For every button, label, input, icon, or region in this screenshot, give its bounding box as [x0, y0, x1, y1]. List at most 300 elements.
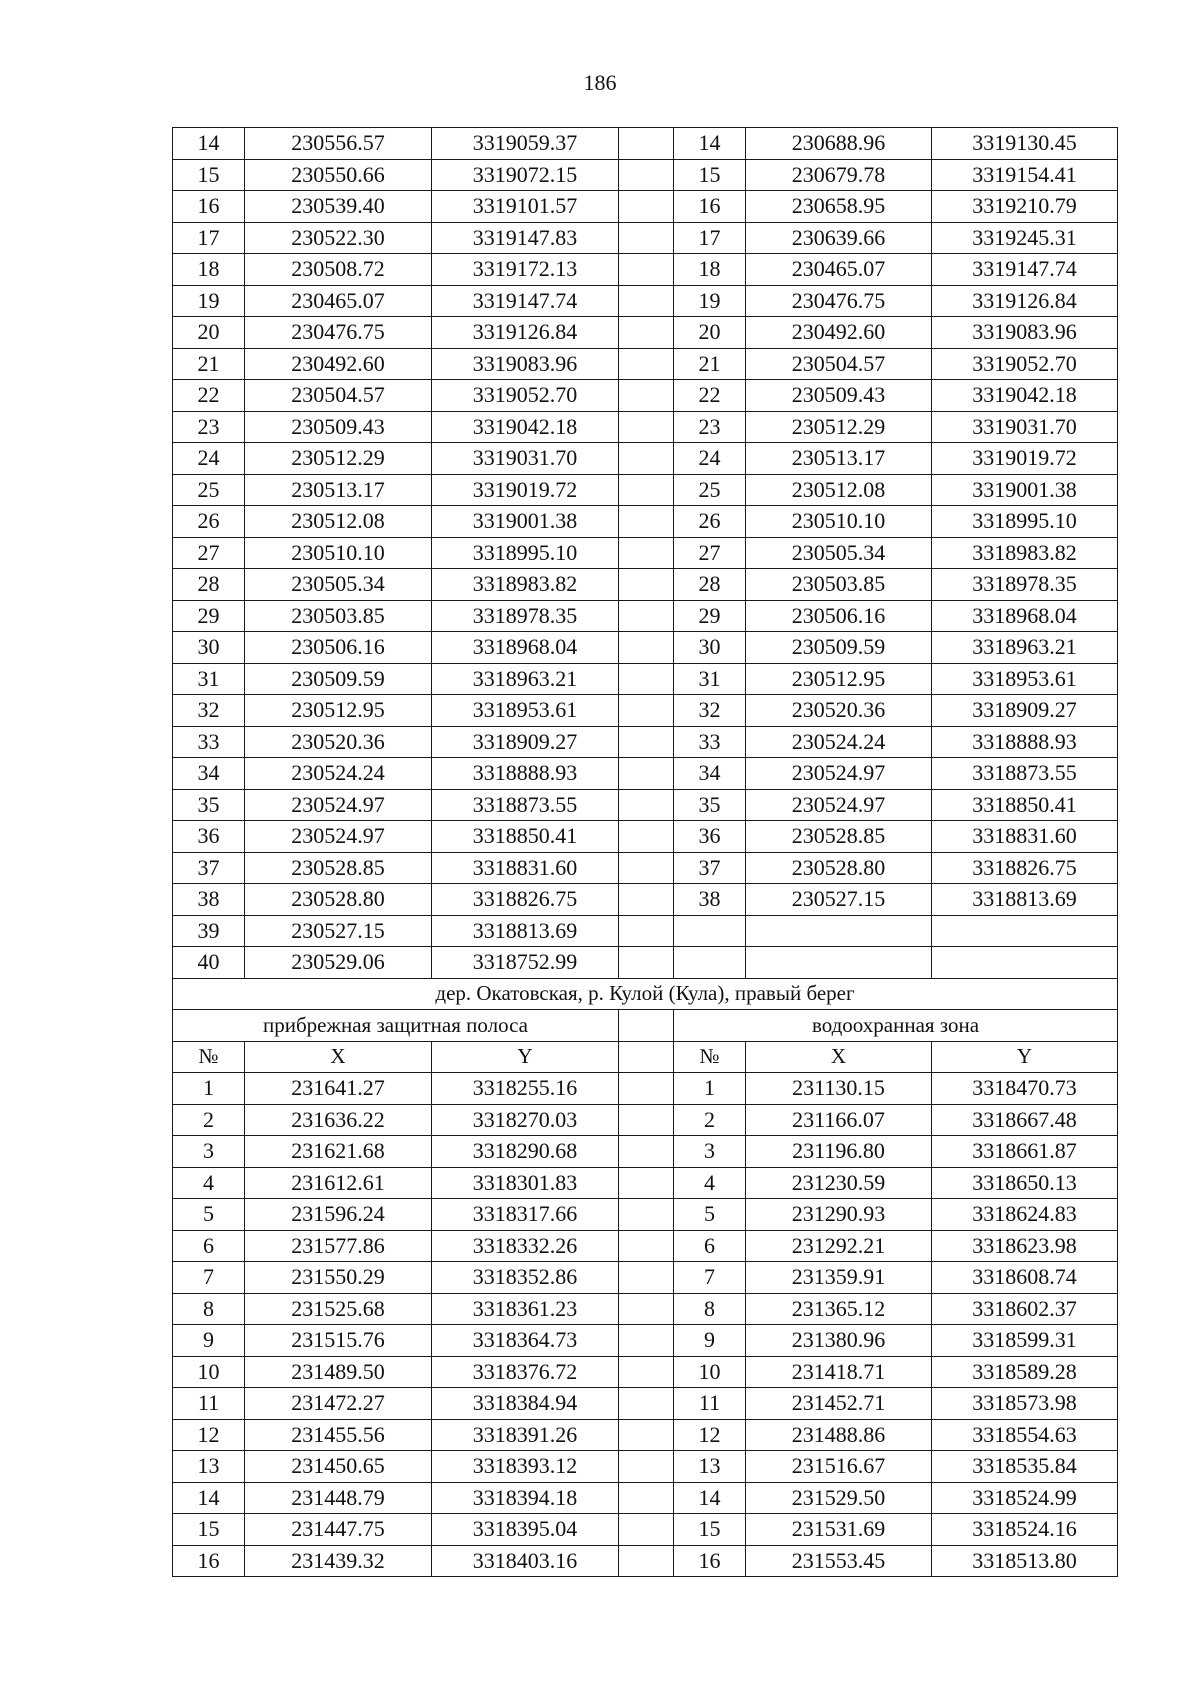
col-header-y-right: Y: [932, 1041, 1118, 1073]
right-point-number: 9: [674, 1325, 746, 1357]
right-point-number: 25: [674, 474, 746, 506]
left-x-coordinate: 231636.22: [245, 1104, 432, 1136]
right-x-coordinate: 230505.34: [746, 537, 932, 569]
coordinates-table: [172, 127, 1118, 1577]
spacer-cell: [619, 884, 674, 916]
left-x-coordinate: 231550.29: [245, 1262, 432, 1294]
right-x-coordinate: [746, 947, 932, 979]
left-point-number: 31: [173, 663, 245, 695]
right-y-coordinate: 3318535.84: [932, 1451, 1118, 1483]
table-row: [173, 663, 1118, 695]
left-y-coordinate: 3318395.04: [432, 1514, 619, 1546]
spacer-cell: [619, 537, 674, 569]
left-x-coordinate: 231439.32: [245, 1545, 432, 1577]
left-point-number: 15: [173, 1514, 245, 1546]
right-x-coordinate: 231380.96: [746, 1325, 932, 1357]
spacer-cell: [619, 1199, 674, 1231]
left-x-coordinate: 230539.40: [245, 191, 432, 223]
spacer-cell: [619, 915, 674, 947]
left-point-number: 14: [173, 128, 245, 160]
left-y-coordinate: 3319031.70: [432, 443, 619, 475]
left-point-number: 29: [173, 600, 245, 632]
right-y-coordinate: 3318909.27: [932, 695, 1118, 727]
table-row: [173, 474, 1118, 506]
left-point-number: 15: [173, 159, 245, 191]
left-x-coordinate: 231641.27: [245, 1073, 432, 1105]
right-y-coordinate: 3319154.41: [932, 159, 1118, 191]
spacer-cell: [619, 1293, 674, 1325]
right-x-coordinate: 230524.24: [746, 726, 932, 758]
right-x-coordinate: 231529.50: [746, 1482, 932, 1514]
table-row: [173, 915, 1118, 947]
left-x-coordinate: 230556.57: [245, 128, 432, 160]
left-x-coordinate: 230550.66: [245, 159, 432, 191]
spacer-cell: [619, 821, 674, 853]
right-x-coordinate: 230520.36: [746, 695, 932, 727]
right-y-coordinate: 3318983.82: [932, 537, 1118, 569]
left-y-coordinate: 3318364.73: [432, 1325, 619, 1357]
right-point-number: 27: [674, 537, 746, 569]
right-point-number: 33: [674, 726, 746, 758]
table-row: [173, 758, 1118, 790]
right-x-coordinate: 230688.96: [746, 128, 932, 160]
right-x-coordinate: 231531.69: [746, 1514, 932, 1546]
right-point-number: 16: [674, 191, 746, 223]
left-x-coordinate: 230528.85: [245, 852, 432, 884]
left-y-coordinate: 3319059.37: [432, 128, 619, 160]
right-x-coordinate: 230524.97: [746, 758, 932, 790]
table-row: [173, 1199, 1118, 1231]
table-row: [173, 1514, 1118, 1546]
left-y-coordinate: 3318376.72: [432, 1356, 619, 1388]
left-y-coordinate: 3318995.10: [432, 537, 619, 569]
right-y-coordinate: 3318513.80: [932, 1545, 1118, 1577]
right-y-coordinate: 3319031.70: [932, 411, 1118, 443]
left-point-number: 37: [173, 852, 245, 884]
right-point-number: 12: [674, 1419, 746, 1451]
spacer-cell: [619, 411, 674, 443]
right-x-coordinate: 231452.71: [746, 1388, 932, 1420]
right-y-coordinate: 3318573.98: [932, 1388, 1118, 1420]
left-x-coordinate: 231472.27: [245, 1388, 432, 1420]
right-point-number: 10: [674, 1356, 746, 1388]
left-point-number: 6: [173, 1230, 245, 1262]
right-point-number: 1: [674, 1073, 746, 1105]
right-x-coordinate: 230504.57: [746, 348, 932, 380]
right-point-number: 3: [674, 1136, 746, 1168]
right-point-number: 35: [674, 789, 746, 821]
table-row: [173, 1388, 1118, 1420]
left-x-coordinate: 230512.08: [245, 506, 432, 538]
left-y-coordinate: 3318826.75: [432, 884, 619, 916]
left-y-coordinate: 3319001.38: [432, 506, 619, 538]
table-row: [173, 632, 1118, 664]
right-point-number: [674, 915, 746, 947]
right-point-number: 7: [674, 1262, 746, 1294]
left-y-coordinate: 3318394.18: [432, 1482, 619, 1514]
left-y-coordinate: 3318270.03: [432, 1104, 619, 1136]
left-y-coordinate: 3318255.16: [432, 1073, 619, 1105]
left-x-coordinate: 231596.24: [245, 1199, 432, 1231]
right-point-number: 23: [674, 411, 746, 443]
table-row: [173, 1104, 1118, 1136]
left-point-number: 9: [173, 1325, 245, 1357]
right-x-coordinate: 231130.15: [746, 1073, 932, 1105]
right-y-coordinate: 3318953.61: [932, 663, 1118, 695]
right-point-number: 26: [674, 506, 746, 538]
left-point-number: 28: [173, 569, 245, 601]
right-point-number: 15: [674, 159, 746, 191]
left-y-coordinate: 3318332.26: [432, 1230, 619, 1262]
right-y-coordinate: 3318623.98: [932, 1230, 1118, 1262]
right-x-coordinate: 230512.95: [746, 663, 932, 695]
left-y-coordinate: 3318953.61: [432, 695, 619, 727]
left-y-coordinate: 3318361.23: [432, 1293, 619, 1325]
table-row: [173, 1073, 1118, 1105]
right-point-number: [674, 947, 746, 979]
spacer-cell: [619, 1514, 674, 1546]
right-y-coordinate: 3318624.83: [932, 1199, 1118, 1231]
right-x-coordinate: 230476.75: [746, 285, 932, 317]
right-point-number: 29: [674, 600, 746, 632]
spacer-cell: [619, 254, 674, 286]
table-row: [173, 254, 1118, 286]
spacer-cell: [619, 695, 674, 727]
right-x-coordinate: 231196.80: [746, 1136, 932, 1168]
right-y-coordinate: 3318978.35: [932, 569, 1118, 601]
left-x-coordinate: 230503.85: [245, 600, 432, 632]
left-x-coordinate: 230528.80: [245, 884, 432, 916]
left-y-coordinate: 3318850.41: [432, 821, 619, 853]
left-x-coordinate: 230529.06: [245, 947, 432, 979]
right-x-coordinate: 230512.29: [746, 411, 932, 443]
spacer-cell: [619, 1041, 674, 1073]
right-x-coordinate: 231359.91: [746, 1262, 932, 1294]
table-row: [173, 1482, 1118, 1514]
right-x-coordinate: 230509.59: [746, 632, 932, 664]
table-part-1: [173, 128, 1118, 979]
spacer-cell: [619, 317, 674, 349]
left-x-coordinate: 231489.50: [245, 1356, 432, 1388]
right-y-coordinate: 3319042.18: [932, 380, 1118, 412]
left-x-coordinate: 230527.15: [245, 915, 432, 947]
left-x-coordinate: 230504.57: [245, 380, 432, 412]
table-row: [173, 884, 1118, 916]
section-header: [173, 978, 1118, 1073]
right-y-coordinate: 3318826.75: [932, 852, 1118, 884]
left-point-number: 22: [173, 380, 245, 412]
left-y-coordinate: 3319052.70: [432, 380, 619, 412]
spacer-cell: [619, 380, 674, 412]
left-x-coordinate: 231612.61: [245, 1167, 432, 1199]
left-x-coordinate: 230506.16: [245, 632, 432, 664]
right-y-coordinate: 3319019.72: [932, 443, 1118, 475]
right-y-coordinate: 3318599.31: [932, 1325, 1118, 1357]
right-y-coordinate: 3318968.04: [932, 600, 1118, 632]
right-y-coordinate: 3319245.31: [932, 222, 1118, 254]
left-x-coordinate: 231448.79: [245, 1482, 432, 1514]
spacer-cell: [619, 852, 674, 884]
spacer-cell: [619, 1073, 674, 1105]
left-y-coordinate: 3318752.99: [432, 947, 619, 979]
spacer-cell: [619, 191, 674, 223]
left-point-number: 13: [173, 1451, 245, 1483]
left-x-coordinate: 230465.07: [245, 285, 432, 317]
page-number: 186: [583, 70, 617, 95]
table-row: [173, 191, 1118, 223]
table-row: [173, 348, 1118, 380]
right-point-number: 30: [674, 632, 746, 664]
spacer-cell: [619, 663, 674, 695]
left-point-number: 1: [173, 1073, 245, 1105]
table-row: [173, 821, 1118, 853]
right-y-coordinate: 3319126.84: [932, 285, 1118, 317]
table-row: [173, 317, 1118, 349]
left-x-coordinate: 231525.68: [245, 1293, 432, 1325]
left-x-coordinate: 231450.65: [245, 1451, 432, 1483]
left-point-number: 20: [173, 317, 245, 349]
right-point-number: 38: [674, 884, 746, 916]
left-x-coordinate: 230509.43: [245, 411, 432, 443]
spacer-cell: [619, 1104, 674, 1136]
spacer-cell: [619, 569, 674, 601]
table-row: [173, 222, 1118, 254]
left-x-coordinate: 230505.34: [245, 569, 432, 601]
left-x-coordinate: 230508.72: [245, 254, 432, 286]
right-x-coordinate: 231290.93: [746, 1199, 932, 1231]
right-y-coordinate: 3318667.48: [932, 1104, 1118, 1136]
left-x-coordinate: 231455.56: [245, 1419, 432, 1451]
left-y-coordinate: 3319019.72: [432, 474, 619, 506]
right-point-number: 22: [674, 380, 746, 412]
right-point-number: 2: [674, 1104, 746, 1136]
table-row: [173, 1136, 1118, 1168]
right-x-coordinate: 230510.10: [746, 506, 932, 538]
right-y-coordinate: 3319130.45: [932, 128, 1118, 160]
left-x-coordinate: 230524.97: [245, 821, 432, 853]
right-x-coordinate: 230509.43: [746, 380, 932, 412]
right-point-number: 4: [674, 1167, 746, 1199]
left-y-coordinate: 3319172.13: [432, 254, 619, 286]
right-y-coordinate: 3318602.37: [932, 1293, 1118, 1325]
left-point-number: 32: [173, 695, 245, 727]
table-row: [173, 506, 1118, 538]
left-x-coordinate: 230510.10: [245, 537, 432, 569]
left-point-number: 30: [173, 632, 245, 664]
spacer-cell: [619, 1451, 674, 1483]
section-title-row: [173, 978, 1118, 1010]
spacer-cell: [619, 506, 674, 538]
spacer-cell: [619, 632, 674, 664]
left-y-coordinate: 3318393.12: [432, 1451, 619, 1483]
right-y-coordinate: 3318524.99: [932, 1482, 1118, 1514]
right-x-coordinate: 230524.97: [746, 789, 932, 821]
right-y-coordinate: 3319210.79: [932, 191, 1118, 223]
table-row: [173, 1262, 1118, 1294]
right-point-number: 15: [674, 1514, 746, 1546]
left-point-number: 7: [173, 1262, 245, 1294]
spacer-cell: [619, 1356, 674, 1388]
table-row: [173, 695, 1118, 727]
right-y-coordinate: 3318995.10: [932, 506, 1118, 538]
right-y-coordinate: 3319052.70: [932, 348, 1118, 380]
right-y-coordinate: 3318608.74: [932, 1262, 1118, 1294]
right-x-coordinate: 231166.07: [746, 1104, 932, 1136]
left-x-coordinate: 230522.30: [245, 222, 432, 254]
left-point-number: 24: [173, 443, 245, 475]
right-x-coordinate: 231488.86: [746, 1419, 932, 1451]
left-y-coordinate: 3319126.84: [432, 317, 619, 349]
spacer-cell: [619, 159, 674, 191]
right-y-coordinate: 3318470.73: [932, 1073, 1118, 1105]
left-x-coordinate: 231577.86: [245, 1230, 432, 1262]
right-x-coordinate: 230506.16: [746, 600, 932, 632]
spacer-cell: [619, 1167, 674, 1199]
left-y-coordinate: 3318403.16: [432, 1545, 619, 1577]
spacer-cell: [619, 348, 674, 380]
spacer-cell: [619, 285, 674, 317]
right-x-coordinate: [746, 915, 932, 947]
left-point-number: 14: [173, 1482, 245, 1514]
right-point-number: 31: [674, 663, 746, 695]
left-y-coordinate: 3319147.74: [432, 285, 619, 317]
spacer-cell: [619, 758, 674, 790]
table-row: [173, 159, 1118, 191]
right-x-coordinate: 230512.08: [746, 474, 932, 506]
right-y-coordinate: 3318813.69: [932, 884, 1118, 916]
right-point-number: 14: [674, 1482, 746, 1514]
right-y-coordinate: [932, 947, 1118, 979]
left-x-coordinate: 230520.36: [245, 726, 432, 758]
left-x-coordinate: 230524.24: [245, 758, 432, 790]
spacer-cell: [619, 1262, 674, 1294]
spacer-cell: [619, 128, 674, 160]
table-row: [173, 1451, 1118, 1483]
right-point-number: 11: [674, 1388, 746, 1420]
right-point-number: 6: [674, 1230, 746, 1262]
right-point-number: 32: [674, 695, 746, 727]
right-x-coordinate: 230503.85: [746, 569, 932, 601]
left-point-number: 8: [173, 1293, 245, 1325]
col-header-x-left: X: [245, 1041, 432, 1073]
left-point-number: 33: [173, 726, 245, 758]
right-x-coordinate: 230679.78: [746, 159, 932, 191]
spacer-cell: [619, 789, 674, 821]
table-row: [173, 443, 1118, 475]
spacer-cell: [619, 600, 674, 632]
spacer-cell: [619, 1230, 674, 1262]
right-point-number: 18: [674, 254, 746, 286]
table-row: [173, 569, 1118, 601]
left-point-number: 10: [173, 1356, 245, 1388]
left-y-coordinate: 3319147.83: [432, 222, 619, 254]
left-point-number: 17: [173, 222, 245, 254]
left-point-number: 3: [173, 1136, 245, 1168]
left-y-coordinate: 3318873.55: [432, 789, 619, 821]
left-point-number: 34: [173, 758, 245, 790]
right-point-number: 37: [674, 852, 746, 884]
col-header-y-left: Y: [432, 1041, 619, 1073]
right-point-number: 8: [674, 1293, 746, 1325]
left-y-coordinate: 3318352.86: [432, 1262, 619, 1294]
left-point-number: 11: [173, 1388, 245, 1420]
right-point-number: 28: [674, 569, 746, 601]
left-point-number: 5: [173, 1199, 245, 1231]
col-header-number-right: №: [674, 1041, 746, 1073]
right-point-number: 14: [674, 128, 746, 160]
table-row: [173, 1293, 1118, 1325]
right-y-coordinate: 3319001.38: [932, 474, 1118, 506]
table-row: [173, 285, 1118, 317]
right-point-number: 17: [674, 222, 746, 254]
left-point-number: 35: [173, 789, 245, 821]
table-row: [173, 600, 1118, 632]
left-y-coordinate: 3318888.93: [432, 758, 619, 790]
left-y-coordinate: 3318317.66: [432, 1199, 619, 1231]
left-point-number: 23: [173, 411, 245, 443]
right-point-number: 21: [674, 348, 746, 380]
spacer-cell: [619, 1482, 674, 1514]
right-y-coordinate: 3318873.55: [932, 758, 1118, 790]
left-y-coordinate: 3318831.60: [432, 852, 619, 884]
right-x-coordinate: 231292.21: [746, 1230, 932, 1262]
spacer-cell: [619, 1419, 674, 1451]
table-row: [173, 789, 1118, 821]
table-row: [173, 1419, 1118, 1451]
zone-header-row: [173, 1010, 1118, 1042]
right-x-coordinate: 231516.67: [746, 1451, 932, 1483]
table-row: [173, 128, 1118, 160]
left-point-number: 26: [173, 506, 245, 538]
left-point-number: 16: [173, 1545, 245, 1577]
left-point-number: 12: [173, 1419, 245, 1451]
left-x-coordinate: 231621.68: [245, 1136, 432, 1168]
table-row: [173, 380, 1118, 412]
spacer-cell: [619, 443, 674, 475]
table-row: [173, 1230, 1118, 1262]
spacer-cell: [619, 1545, 674, 1577]
column-header-row: [173, 1041, 1118, 1073]
right-y-coordinate: 3319083.96: [932, 317, 1118, 349]
right-y-coordinate: 3319147.74: [932, 254, 1118, 286]
spacer-cell: [619, 222, 674, 254]
spacer-cell: [619, 1010, 674, 1042]
spacer-cell: [619, 947, 674, 979]
left-y-coordinate: 3318301.83: [432, 1167, 619, 1199]
left-point-number: 16: [173, 191, 245, 223]
right-y-coordinate: 3318661.87: [932, 1136, 1118, 1168]
right-point-number: 16: [674, 1545, 746, 1577]
right-y-coordinate: 3318554.63: [932, 1419, 1118, 1451]
right-x-coordinate: 230528.80: [746, 852, 932, 884]
left-x-coordinate: 230509.59: [245, 663, 432, 695]
table-row: [173, 947, 1118, 979]
left-point-number: 25: [173, 474, 245, 506]
right-x-coordinate: 230513.17: [746, 443, 932, 475]
right-y-coordinate: 3318589.28: [932, 1356, 1118, 1388]
table-row: [173, 411, 1118, 443]
left-x-coordinate: 230512.29: [245, 443, 432, 475]
right-x-coordinate: 230658.95: [746, 191, 932, 223]
left-y-coordinate: 3318909.27: [432, 726, 619, 758]
left-point-number: 21: [173, 348, 245, 380]
right-y-coordinate: 3318850.41: [932, 789, 1118, 821]
right-point-number: 24: [674, 443, 746, 475]
right-y-coordinate: [932, 915, 1118, 947]
col-header-number-left: №: [173, 1041, 245, 1073]
left-point-number: 39: [173, 915, 245, 947]
right-point-number: 34: [674, 758, 746, 790]
